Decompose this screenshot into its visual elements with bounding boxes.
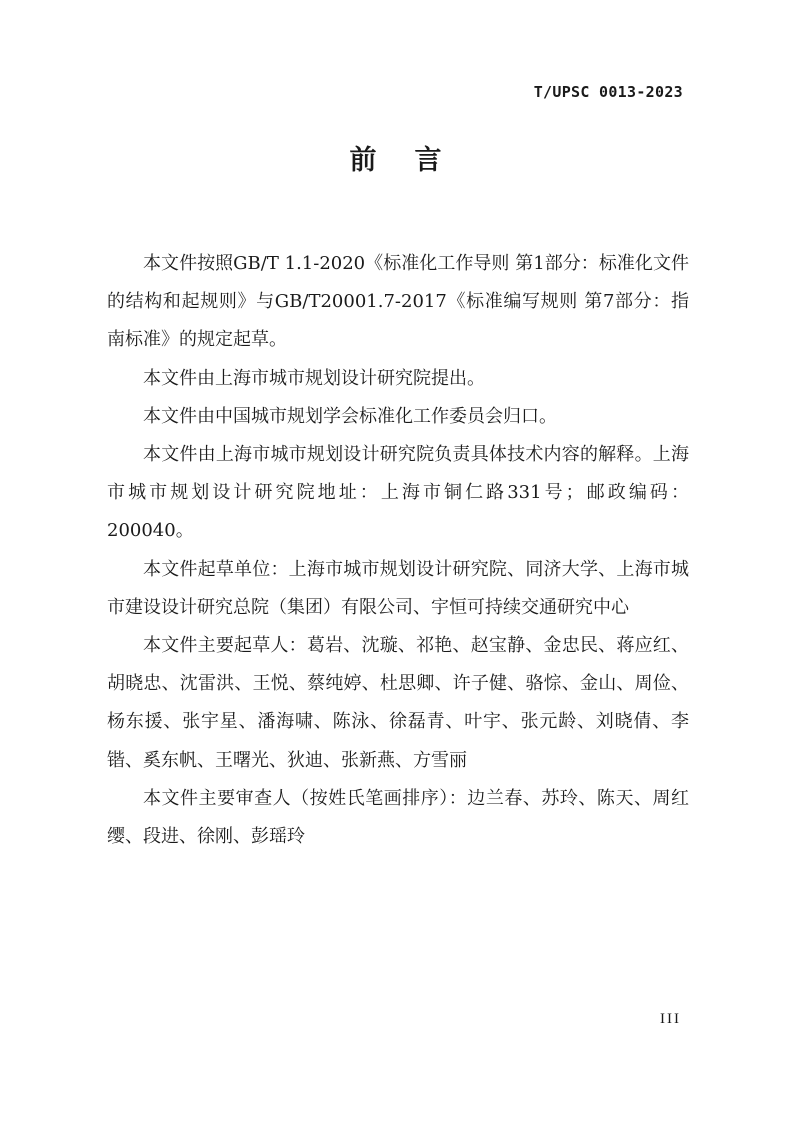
paragraph-main-reviewers: 本文件主要审查人（按姓氏笔画排序）：边兰春、苏玲、陈天、周红缨、段进、徐刚、彭瑶玲 xyxy=(107,787,689,848)
paragraph-main-drafters: 本文件主要起草人：葛岩、沈璇、祁艳、赵宝静、金忠民、蒋应红、胡晓忠、沈雷洪、王悦、蔡纯婷、杜思卿、许子健、骆悰、金山、周俭、杨东援、张宇星、潘海啸、陈泳、徐磊青、叶宇、张元龄、刘晓倩、李锴、奚东帆、王曙光、狄迪、张新燕、方雪丽 xyxy=(107,635,689,771)
paragraph-drafting-units: 本文件起草单位：上海市城市规划设计研究院、同济大学、上海市城市建设设计研究总院（集团）有限公司、宇恒可持续交通研究中心 xyxy=(107,558,689,618)
paragraph-drafting-basis: 本文件按照GB/T 1.1-2020《标准化工作导则 第1部分：标准化文件的结构和起规则》与GB/T20001.7-2017《标准编写规则 第7部分：指南标准》的规定起草。 xyxy=(107,253,689,351)
document-code: T/UPSC 0013-2023 xyxy=(533,83,683,101)
page-number: III xyxy=(660,1011,681,1027)
paragraph-governing-body: 本文件由中国城市规划学会标准化工作委员会归口。 xyxy=(143,405,557,427)
preface-body xyxy=(107,245,689,856)
paragraph-proposer: 本文件由上海市城市规划设计研究院提出。 xyxy=(143,367,485,389)
page-title: 前言 xyxy=(349,145,480,176)
paragraph-interpretation: 本文件由上海市城市规划设计研究院负责具体技术内容的解释。上海市城市规划设计研究院地址：上海市铜仁路331号；邮政编码：200040。 xyxy=(107,444,689,542)
